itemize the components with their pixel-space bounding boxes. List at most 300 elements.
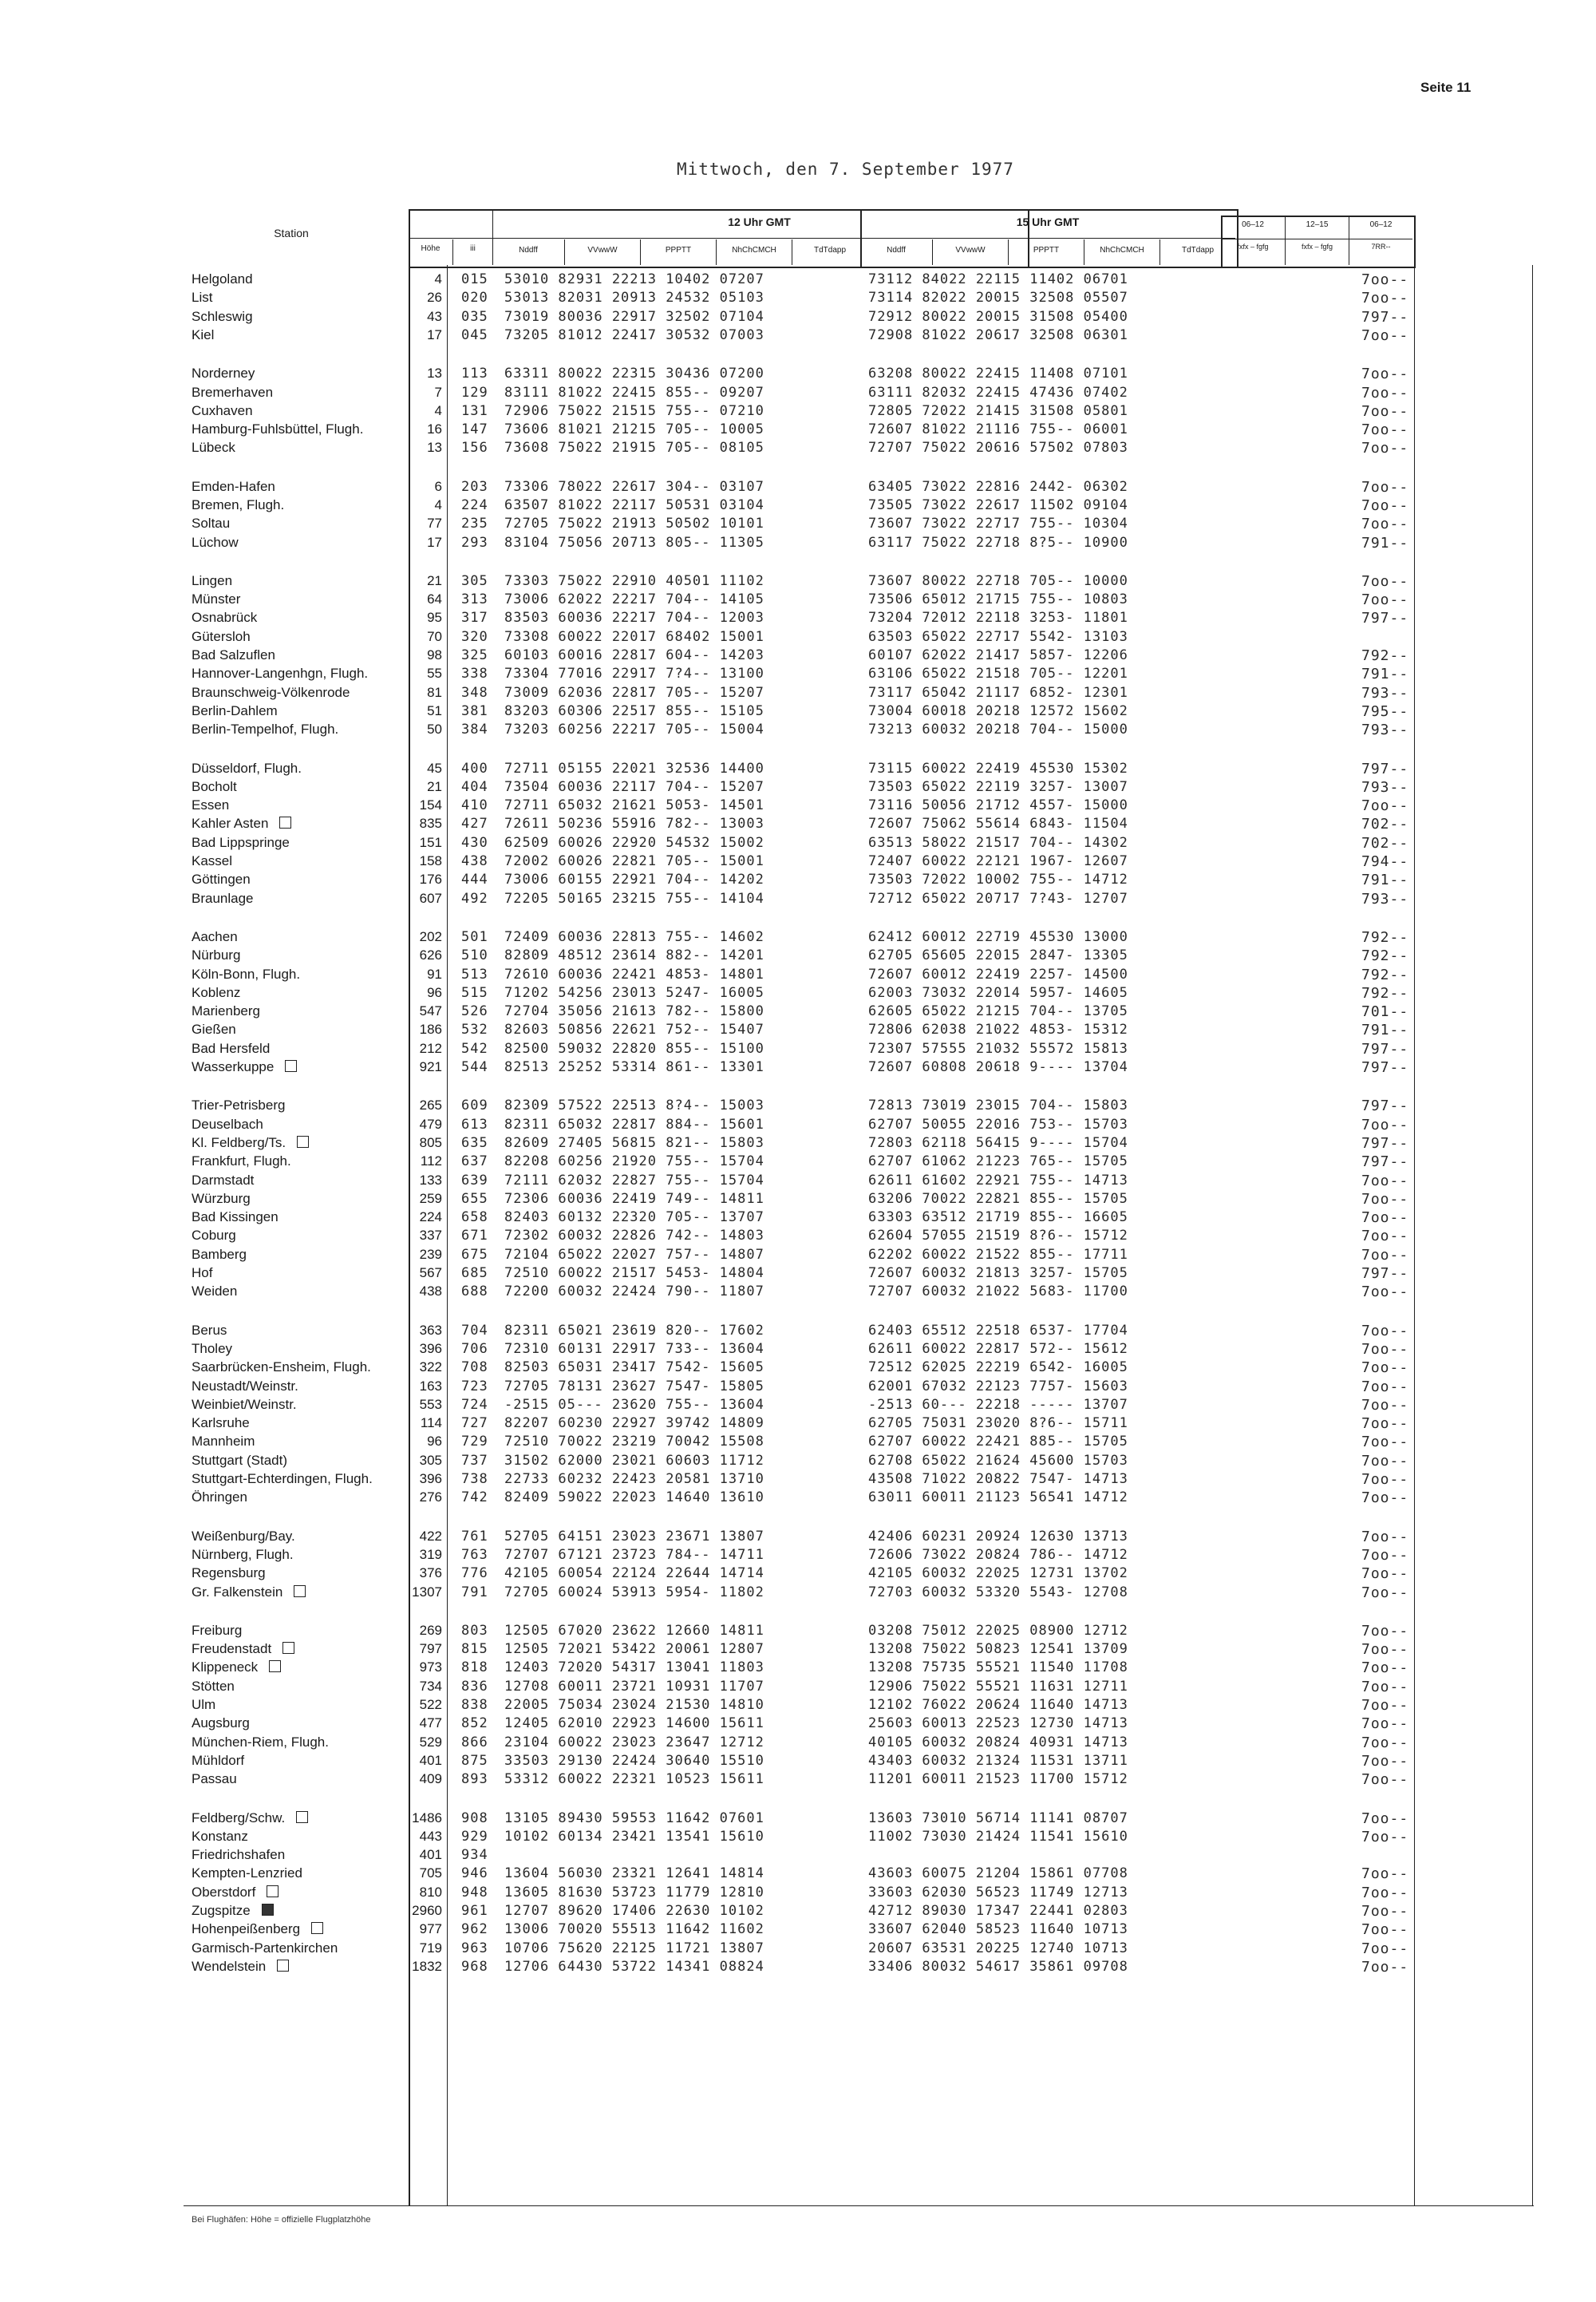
station-label: Frankfurt, Flugh. xyxy=(192,1153,291,1169)
station-index: 381 xyxy=(461,703,488,719)
gust-12-15-bottom: fxfx – fgfg xyxy=(1286,239,1349,251)
precip-group: 7oo-- xyxy=(1361,440,1409,457)
station-label: Freudenstadt xyxy=(192,1641,272,1656)
precip-group: 7oo-- xyxy=(1361,1434,1409,1450)
station-name xyxy=(192,1903,274,1919)
station-height: 835 xyxy=(419,816,442,831)
station-label: Emden-Hafen xyxy=(192,479,275,494)
precip-group: 794-- xyxy=(1361,853,1409,870)
column-rule xyxy=(1532,265,1533,2206)
obs-15-gmt: 63206 70022 22821 855-- 15705 xyxy=(868,1191,1128,1207)
station-height: 202 xyxy=(419,929,442,944)
obs-12-gmt: 12405 62010 22923 14600 15611 xyxy=(504,1715,764,1731)
station-name xyxy=(192,947,240,963)
obs-15-gmt: 72805 72022 21415 31508 05801 xyxy=(868,403,1128,419)
obs-15-gmt: 72912 80022 20015 31508 05400 xyxy=(868,309,1128,325)
obs-12-gmt: 72104 65022 22027 757-- 14807 xyxy=(504,1247,764,1263)
station-name xyxy=(192,479,275,495)
station-index: 704 xyxy=(461,1323,488,1339)
station-index: 815 xyxy=(461,1641,488,1657)
obs-15-gmt: 73204 72012 22118 3253- 11801 xyxy=(868,610,1128,626)
station-height: 186 xyxy=(419,1022,442,1037)
station-name xyxy=(192,1847,285,1863)
obs-15-gmt: 63503 65022 22717 5542- 13103 xyxy=(868,629,1128,645)
station-index: 404 xyxy=(461,779,488,795)
station-name xyxy=(192,497,284,513)
station-name xyxy=(192,290,212,306)
obs-15-gmt: 72607 60012 22419 2257- 14500 xyxy=(868,967,1128,983)
station-height: 396 xyxy=(419,1341,442,1356)
precip-group: 792-- xyxy=(1361,947,1409,964)
station-height: 921 xyxy=(419,1059,442,1074)
header-divider xyxy=(860,238,1235,239)
obs-12-gmt: 82208 60256 21920 755-- 15704 xyxy=(504,1153,764,1169)
station-height: 401 xyxy=(419,1753,442,1768)
station-name xyxy=(192,1173,254,1189)
station-index: 131 xyxy=(461,403,488,419)
obs-15-gmt: 25603 60013 22523 12730 14713 xyxy=(868,1715,1128,1731)
precip-group: 7oo-- xyxy=(1361,1209,1409,1226)
obs-15-gmt: 33603 62030 56523 11749 12713 xyxy=(868,1885,1128,1901)
obs-12-gmt: 72906 75022 21515 755-- 07210 xyxy=(504,403,764,419)
obs-15-gmt: 62605 65022 21215 704-- 13705 xyxy=(868,1003,1128,1019)
precip-group: 797-- xyxy=(1361,1098,1409,1114)
precip-group: 7oo-- xyxy=(1361,1623,1409,1639)
gmt12-title: 12 Uhr GMT xyxy=(728,216,791,228)
station-height: 17 xyxy=(427,327,442,342)
station-index: 908 xyxy=(461,1810,488,1826)
station-index: 688 xyxy=(461,1284,488,1299)
obs-15-gmt: 72606 73022 20824 786-- 14712 xyxy=(868,1547,1128,1563)
station-height: 376 xyxy=(419,1565,442,1580)
station-height: 607 xyxy=(419,891,442,906)
empty-box-icon xyxy=(296,1811,308,1823)
station-name xyxy=(192,967,300,983)
station-label: Tholey xyxy=(192,1341,233,1356)
obs-15-gmt: 72806 62038 21022 4853- 15312 xyxy=(868,1022,1128,1038)
obs-15-gmt: 73503 72022 10002 755-- 14712 xyxy=(868,872,1128,888)
precip-group: 7oo-- xyxy=(1361,1173,1409,1189)
station-label: Bremen, Flugh. xyxy=(192,497,285,512)
precip-group: 7oo-- xyxy=(1361,327,1409,344)
obs-12-gmt: 73504 60036 22117 704-- 15207 xyxy=(504,779,764,795)
obs-15-gmt: -2513 60--- 22218 ----- 13707 xyxy=(868,1397,1128,1413)
station-label: Schleswig xyxy=(192,309,253,324)
hoehe-header: Höhe xyxy=(421,244,440,253)
station-height: 70 xyxy=(427,629,442,644)
obs-12-gmt: 10706 75620 22125 11721 13807 xyxy=(504,1940,764,1956)
station-name xyxy=(192,385,273,401)
obs-15-gmt: 12102 76022 20624 11640 14713 xyxy=(868,1697,1128,1713)
precip-group: 7oo-- xyxy=(1361,1471,1409,1488)
obs-15-gmt: 63111 82032 22415 47436 07402 xyxy=(868,385,1128,401)
obs-12-gmt: 72711 05155 22021 32536 14400 xyxy=(504,761,764,777)
station-name xyxy=(192,327,214,343)
obs-12-gmt: 63311 80022 22315 30436 07200 xyxy=(504,366,764,382)
station-height: 64 xyxy=(427,591,442,607)
station-height: 17 xyxy=(427,535,442,550)
station-index: 685 xyxy=(461,1265,488,1281)
station-label: Göttingen xyxy=(192,872,251,887)
station-label: Kahler Asten xyxy=(192,816,269,831)
station-index: 384 xyxy=(461,722,488,738)
obs-15-gmt: 72607 75062 55614 6843- 11504 xyxy=(868,816,1128,832)
obs-12-gmt: 72705 60024 53913 5954- 11802 xyxy=(504,1584,764,1600)
obs-12-gmt: 72510 70022 23219 70042 15508 xyxy=(504,1434,764,1450)
station-label: Lingen xyxy=(192,573,233,588)
precip-group: 797-- xyxy=(1361,1265,1409,1282)
obs-12-gmt: 82403 60132 22320 705-- 13707 xyxy=(504,1209,764,1225)
station-index: 708 xyxy=(461,1359,488,1375)
station-height: 363 xyxy=(419,1323,442,1338)
station-height: 26 xyxy=(427,290,442,305)
precip-group: 797-- xyxy=(1361,1153,1409,1170)
obs-12-gmt: 60103 60016 22817 604-- 14203 xyxy=(504,647,764,663)
obs-12-gmt: 22733 60232 22423 20581 13710 xyxy=(504,1471,764,1487)
obs-12-gmt: 82500 59032 22820 855-- 15100 xyxy=(504,1041,764,1057)
obs-15-gmt: 72407 60022 22121 1967- 12607 xyxy=(868,853,1128,869)
station-index: 761 xyxy=(461,1529,488,1545)
station-name xyxy=(192,1565,266,1581)
station-label: Garmisch-Partenkirchen xyxy=(192,1940,338,1956)
station-index: 791 xyxy=(461,1584,488,1600)
precip-group: 792-- xyxy=(1361,967,1409,983)
obs-15-gmt: 72707 75022 20616 57502 07803 xyxy=(868,440,1128,456)
obs-15-gmt: 73112 84022 22115 11402 06701 xyxy=(868,271,1128,287)
obs-12-gmt: 82513 25252 53314 861-- 13301 xyxy=(504,1059,764,1075)
obs-12-gmt: 13604 56030 23321 12641 14814 xyxy=(504,1865,764,1881)
precip-group: 7oo-- xyxy=(1361,1865,1409,1882)
station-height: 259 xyxy=(419,1191,442,1206)
obs-12-gmt: 71202 54256 23013 5247- 16005 xyxy=(504,985,764,1001)
station-index: 963 xyxy=(461,1940,488,1956)
station-index: 727 xyxy=(461,1415,488,1431)
station-name xyxy=(192,1117,263,1133)
precip-group: 797-- xyxy=(1361,761,1409,777)
station-index: 742 xyxy=(461,1489,488,1505)
station-height: 401 xyxy=(419,1847,442,1862)
precip-group: 7oo-- xyxy=(1361,1191,1409,1208)
empty-box-icon xyxy=(277,1960,289,1972)
precip-group: 7oo-- xyxy=(1361,1341,1409,1358)
station-label: Helgoland xyxy=(192,271,253,287)
obs-12-gmt: 31502 62000 23021 60603 11712 xyxy=(504,1453,764,1469)
precip-group: 7oo-- xyxy=(1361,1659,1409,1676)
col-tdapp-15: TdTdapp xyxy=(1159,239,1235,265)
station-name xyxy=(192,761,302,777)
station-index: 156 xyxy=(461,440,488,456)
obs-15-gmt: 72512 62025 22219 6542- 16005 xyxy=(868,1359,1128,1375)
station-label: Würzburg xyxy=(192,1191,251,1206)
gust-06-12-bottom: fxfx – fgfg xyxy=(1221,239,1285,251)
station-height: 319 xyxy=(419,1547,442,1562)
obs-12-gmt: 82609 27405 56815 821-- 15803 xyxy=(504,1135,764,1151)
station-index: 729 xyxy=(461,1434,488,1450)
station-name xyxy=(192,1623,242,1639)
precip-group: 792-- xyxy=(1361,647,1409,664)
col-ppptt-15: PPPTT xyxy=(1008,239,1084,265)
precip-group: 7oo-- xyxy=(1361,1921,1409,1938)
station-name xyxy=(192,1341,232,1357)
column-rule xyxy=(1414,265,1415,2206)
station-name xyxy=(192,1378,298,1394)
obs-15-gmt: 42712 89030 17347 22441 02803 xyxy=(868,1903,1128,1919)
station-height: 154 xyxy=(419,797,442,813)
station-height: 810 xyxy=(419,1885,442,1900)
precip-group: 7oo-- xyxy=(1361,271,1409,288)
station-name xyxy=(192,1059,297,1075)
station-height: 158 xyxy=(419,853,442,868)
precip-group: 7oo-- xyxy=(1361,403,1409,420)
obs-12-gmt: 73304 77016 22917 7?4-- 13100 xyxy=(504,666,764,682)
obs-15-gmt: 42406 60231 20924 12630 13713 xyxy=(868,1529,1128,1545)
station-index: 803 xyxy=(461,1623,488,1639)
obs-12-gmt: 83503 60036 22217 704-- 12003 xyxy=(504,610,764,626)
station-name xyxy=(192,610,257,626)
station-index: 968 xyxy=(461,1959,488,1975)
obs-15-gmt: 73213 60032 20218 704-- 15000 xyxy=(868,722,1128,738)
station-label: Norderney xyxy=(192,366,255,381)
precip-group: 793-- xyxy=(1361,779,1409,796)
station-label: Stötten xyxy=(192,1679,235,1694)
station-height: 4 xyxy=(434,403,442,418)
precip-group: 7oo-- xyxy=(1361,516,1409,532)
footnote: Bei Flughäfen: Höhe = offizielle Flugplatzhöhe xyxy=(192,2215,371,2225)
empty-box-icon xyxy=(285,1060,297,1072)
obs-15-gmt: 62611 60022 22817 572-- 15612 xyxy=(868,1341,1128,1357)
station-label: Berlin-Dahlem xyxy=(192,703,278,718)
station-height: 98 xyxy=(427,647,442,663)
station-name xyxy=(192,271,253,287)
obs-15-gmt: 40105 60032 20824 40931 14713 xyxy=(868,1734,1128,1750)
station-name xyxy=(192,1547,294,1563)
precip-group: 7oo-- xyxy=(1361,1284,1409,1300)
station-label: Friedrichshafen xyxy=(192,1847,286,1862)
station-name xyxy=(192,835,290,851)
station-index: 313 xyxy=(461,591,488,607)
obs-15-gmt: 73116 50056 21712 4557- 15000 xyxy=(868,797,1128,813)
station-height: 43 xyxy=(427,309,442,324)
obs-12-gmt: 73019 80036 22917 32502 07104 xyxy=(504,309,764,325)
station-height: 151 xyxy=(419,835,442,850)
station-height: 305 xyxy=(419,1453,442,1468)
obs-12-gmt: 13605 81630 53723 11779 12810 xyxy=(504,1885,764,1901)
station-label: Bocholt xyxy=(192,779,237,794)
precip-group: 7oo-- xyxy=(1361,1641,1409,1658)
obs-12-gmt: 72611 50236 55916 782-- 13003 xyxy=(504,816,764,832)
obs-15-gmt: 12906 75022 55521 11631 12711 xyxy=(868,1679,1128,1695)
station-name xyxy=(192,929,238,945)
obs-15-gmt: 63208 80022 22415 11408 07101 xyxy=(868,366,1128,382)
obs-12-gmt: 72002 60026 22821 705-- 15001 xyxy=(504,853,764,869)
obs-12-gmt: 13105 89430 59553 11642 07601 xyxy=(504,1810,764,1826)
obs-15-gmt: 73004 60018 20218 12572 15602 xyxy=(868,703,1128,719)
obs-12-gmt: 82311 65032 22817 884-- 15601 xyxy=(504,1117,764,1133)
obs-15-gmt: 62707 60022 22421 885-- 15705 xyxy=(868,1434,1128,1450)
precip-group: 7oo-- xyxy=(1361,1547,1409,1564)
station-label: Bad Salzuflen xyxy=(192,647,275,663)
station-label: Kl. Feldberg/Ts. xyxy=(192,1135,286,1150)
station-name xyxy=(192,629,251,645)
obs-15-gmt: 13208 75022 50823 12541 13709 xyxy=(868,1641,1128,1657)
station-height: 276 xyxy=(419,1489,442,1505)
precip-group: 7oo-- xyxy=(1361,1453,1409,1469)
station-height: 409 xyxy=(419,1771,442,1786)
station-height: 522 xyxy=(419,1697,442,1712)
station-name xyxy=(192,516,230,532)
station-index: 532 xyxy=(461,1022,488,1038)
empty-box-icon xyxy=(279,817,291,829)
station-index: 035 xyxy=(461,309,488,325)
station-name xyxy=(192,1265,212,1281)
station-index: 513 xyxy=(461,967,488,983)
station-name xyxy=(192,666,368,682)
station-name xyxy=(192,1098,285,1113)
station-label: Bad Lippspringe xyxy=(192,835,290,850)
station-index: 658 xyxy=(461,1209,488,1225)
station-index: 320 xyxy=(461,629,488,645)
station-name xyxy=(192,1153,291,1169)
station-name xyxy=(192,591,240,607)
obs-15-gmt: 73607 80022 22718 705-- 10000 xyxy=(868,573,1128,589)
obs-12-gmt: 72306 60036 22419 749-- 14811 xyxy=(504,1191,764,1207)
station-label: Berlin-Tempelhof, Flugh. xyxy=(192,722,339,737)
station-name xyxy=(192,440,235,456)
obs-15-gmt: 72803 62118 56415 9---- 15704 xyxy=(868,1135,1128,1151)
station-height: 95 xyxy=(427,610,442,625)
station-name xyxy=(192,1135,309,1151)
station-height: 91 xyxy=(427,967,442,982)
obs-15-gmt: 73503 65022 22119 3257- 13007 xyxy=(868,779,1128,795)
station-label: Gießen xyxy=(192,1022,236,1037)
table-bottom-rule xyxy=(184,2205,1534,2206)
station-name xyxy=(192,1771,237,1787)
obs-15-gmt: 63106 65022 21518 705-- 12201 xyxy=(868,666,1128,682)
station-name xyxy=(192,1489,247,1505)
empty-box-icon xyxy=(294,1585,306,1597)
station-index: 430 xyxy=(461,835,488,851)
obs-15-gmt: 13603 73010 56714 11141 08707 xyxy=(868,1810,1128,1826)
station-index: 639 xyxy=(461,1173,488,1189)
station-height: 51 xyxy=(427,703,442,718)
station-name xyxy=(192,1415,250,1431)
obs-15-gmt: 63011 60011 21123 56541 14712 xyxy=(868,1489,1128,1505)
station-label: Konstanz xyxy=(192,1829,248,1844)
obs-12-gmt: 72704 35056 21613 782-- 15800 xyxy=(504,1003,764,1019)
station-height: 16 xyxy=(427,421,442,437)
station-index: 438 xyxy=(461,853,488,869)
station-index: 020 xyxy=(461,290,488,306)
iii-header: iii xyxy=(452,239,492,265)
obs-12-gmt: 82603 50856 22621 752-- 15407 xyxy=(504,1022,764,1038)
station-name xyxy=(192,1003,260,1019)
obs-15-gmt: 62707 50055 22016 753-- 15703 xyxy=(868,1117,1128,1133)
station-index: 655 xyxy=(461,1191,488,1207)
station-index: 045 xyxy=(461,327,488,343)
station-height: 6 xyxy=(434,479,442,494)
obs-15-gmt: 43403 60032 21324 11531 13711 xyxy=(868,1753,1128,1769)
obs-15-gmt: 62708 65022 21624 45600 15703 xyxy=(868,1453,1128,1469)
station-label: Saarbrücken-Ensheim, Flugh. xyxy=(192,1359,371,1374)
station-height: 55 xyxy=(427,666,442,681)
station-label: Regensburg xyxy=(192,1565,266,1580)
empty-box-icon xyxy=(282,1642,294,1654)
station-label: Hof xyxy=(192,1265,213,1280)
station-label: Braunlage xyxy=(192,891,254,906)
obs-15-gmt: 43603 60075 21204 15861 07708 xyxy=(868,1865,1128,1881)
obs-12-gmt: 23104 60022 23023 23647 12712 xyxy=(504,1734,764,1750)
station-index: 510 xyxy=(461,947,488,963)
obs-15-gmt: 73506 65012 21715 755-- 10803 xyxy=(868,591,1128,607)
precip-group: 7oo-- xyxy=(1361,366,1409,382)
obs-12-gmt: 82207 60230 22927 39742 14809 xyxy=(504,1415,764,1431)
station-label: Karlsruhe xyxy=(192,1415,250,1430)
precip-group: 797-- xyxy=(1361,1135,1409,1152)
station-name xyxy=(192,703,278,719)
precip-group: 797-- xyxy=(1361,610,1409,627)
station-height: 734 xyxy=(419,1679,442,1694)
station-label: Neustadt/Weinstr. xyxy=(192,1378,298,1394)
station-label: Köln-Bonn, Flugh. xyxy=(192,967,301,982)
station-index: 838 xyxy=(461,1697,488,1713)
precip-group: 791-- xyxy=(1361,535,1409,552)
obs-12-gmt: 73306 78022 22617 304-- 03107 xyxy=(504,479,764,495)
station-index: 706 xyxy=(461,1341,488,1357)
station-label: Lüchow xyxy=(192,535,239,550)
station-index: 946 xyxy=(461,1865,488,1881)
station-label: Ulm xyxy=(192,1697,216,1712)
station-index: 929 xyxy=(461,1829,488,1845)
station-index: 934 xyxy=(461,1847,488,1863)
station-label: Darmstadt xyxy=(192,1173,255,1188)
obs-15-gmt: 62705 75031 23020 8?6-- 15711 xyxy=(868,1415,1128,1431)
station-height: 337 xyxy=(419,1228,442,1243)
station-height: 163 xyxy=(419,1378,442,1394)
empty-box-icon xyxy=(311,1922,323,1934)
station-name xyxy=(192,1829,248,1845)
station-label: Soltau xyxy=(192,516,231,531)
obs-12-gmt: 72705 78131 23627 7547- 15805 xyxy=(504,1378,764,1394)
station-name xyxy=(192,853,232,869)
station-name xyxy=(192,1865,302,1881)
obs-12-gmt: 73006 62022 22217 704-- 14105 xyxy=(504,591,764,607)
precip-group: 793-- xyxy=(1361,891,1409,908)
obs-15-gmt: 11002 73030 21424 11541 15610 xyxy=(868,1829,1128,1845)
station-index: 410 xyxy=(461,797,488,813)
station-label: Bremerhaven xyxy=(192,385,274,400)
station-name xyxy=(192,309,253,325)
station-name xyxy=(192,1529,295,1545)
station-height: 438 xyxy=(419,1284,442,1299)
station-name xyxy=(192,872,251,888)
obs-12-gmt: 33503 29130 22424 30640 15510 xyxy=(504,1753,764,1769)
station-label: Wasserkuppe xyxy=(192,1059,275,1074)
station-label: Hohenpeißenberg xyxy=(192,1921,301,1936)
obs-15-gmt: 43508 71022 20822 7547- 14713 xyxy=(868,1471,1128,1487)
station-name xyxy=(192,1022,236,1038)
obs-12-gmt: 73006 60155 22921 704-- 14202 xyxy=(504,872,764,888)
station-height: 13 xyxy=(427,366,442,381)
obs-15-gmt: 62611 61602 22921 755-- 14713 xyxy=(868,1173,1128,1189)
station-label: Zugspitze xyxy=(192,1903,251,1918)
station-label: Kempten-Lenzried xyxy=(192,1865,302,1881)
station-label: Feldberg/Schw. xyxy=(192,1810,286,1825)
precip-group: 7oo-- xyxy=(1361,1117,1409,1133)
station-index: 818 xyxy=(461,1659,488,1675)
col-vvwww-15: VVwwW xyxy=(932,239,1008,265)
station-index: 203 xyxy=(461,479,488,495)
precip-group: 7oo-- xyxy=(1361,385,1409,401)
